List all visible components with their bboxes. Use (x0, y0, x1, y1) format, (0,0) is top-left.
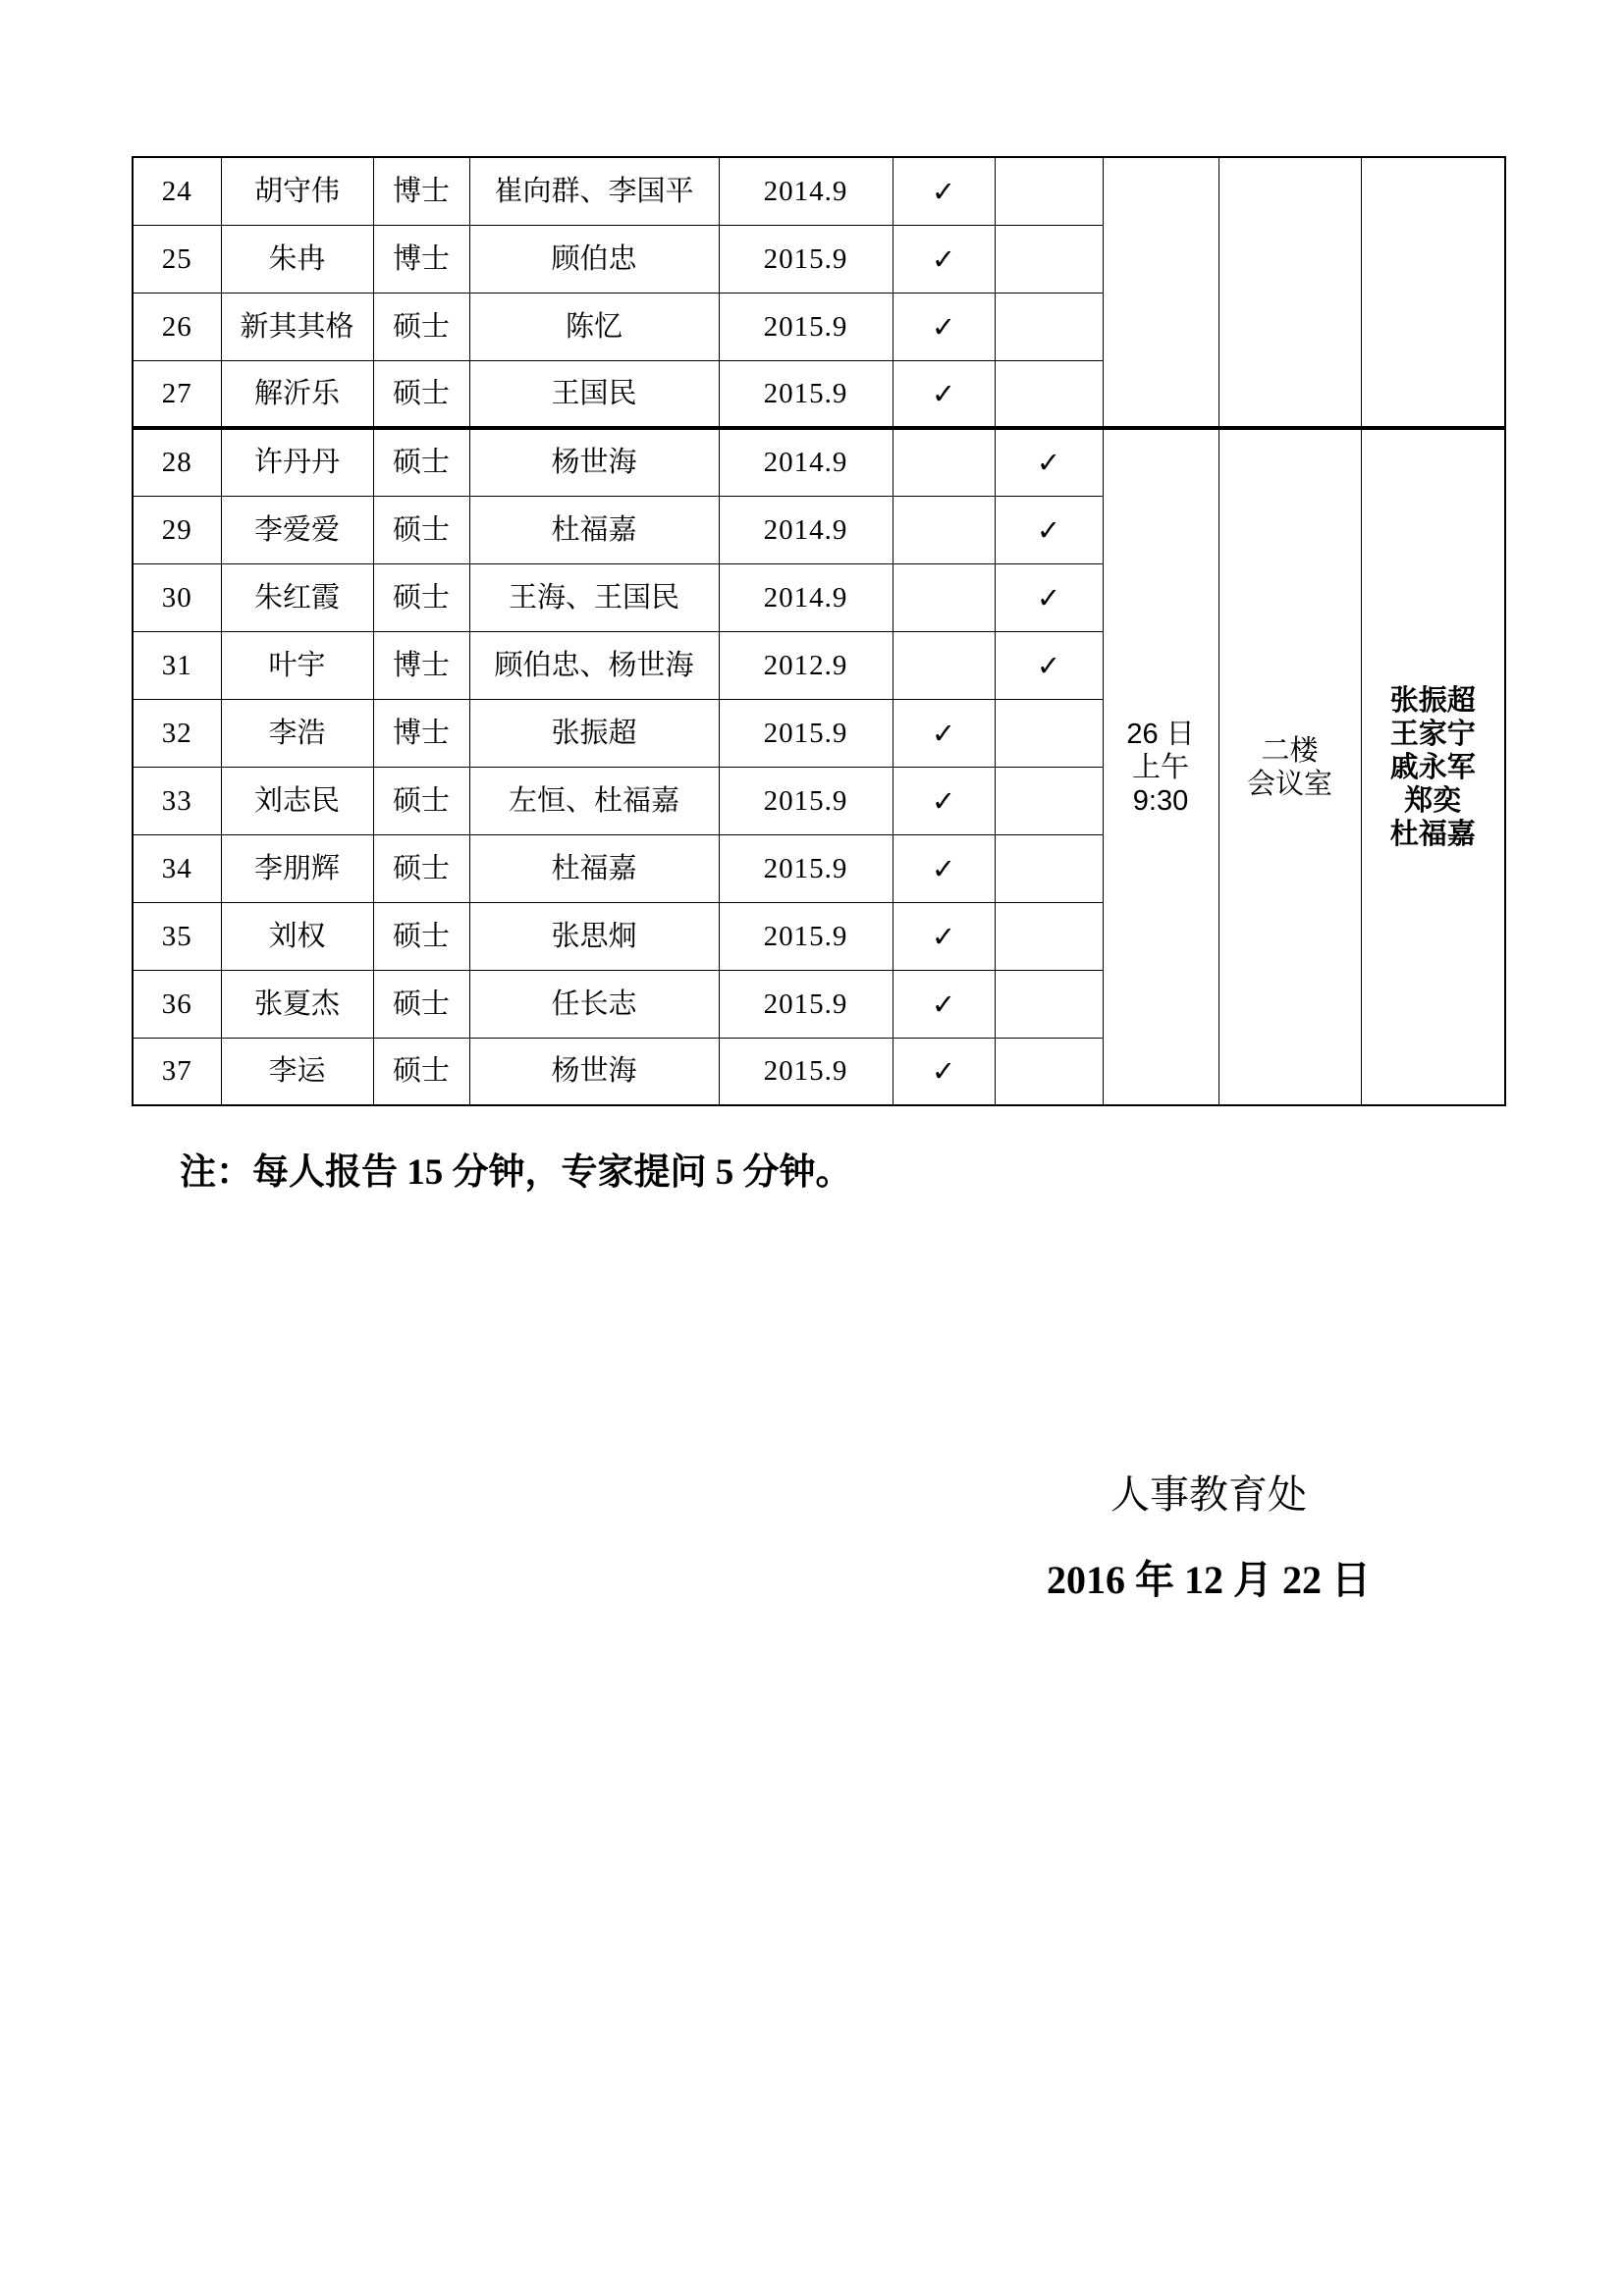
cell-check-mark-a (893, 631, 995, 699)
cell-enrollment: 2015.9 (719, 225, 893, 293)
cell-student-name: 李运 (221, 1038, 373, 1105)
cell-experts (1361, 157, 1505, 428)
cell-enrollment: 2014.9 (719, 157, 893, 225)
cell-check-mark-a: ✓ (893, 157, 995, 225)
cell-degree: 硕士 (373, 428, 469, 496)
cell-number: 34 (133, 834, 221, 902)
cell-time (1103, 157, 1218, 428)
cell-check-mark-b (995, 902, 1103, 970)
cell-check-mark-b (995, 970, 1103, 1038)
cell-degree: 硕士 (373, 970, 469, 1038)
cell-number: 25 (133, 225, 221, 293)
experts-line: 张振超 (1389, 684, 1476, 717)
cell-degree: 博士 (373, 225, 469, 293)
cell-check-mark-b (995, 157, 1103, 225)
cell-number: 31 (133, 631, 221, 699)
cell-check-mark-b (995, 699, 1103, 767)
cell-check-mark-b (995, 834, 1103, 902)
cell-student-name: 张夏杰 (221, 970, 373, 1038)
cell-number: 27 (133, 360, 221, 428)
cell-place (1218, 157, 1361, 428)
note-text: 注：每人报告 15 分钟，专家提问 5 分钟。 (180, 1152, 852, 1193)
cell-number: 35 (133, 902, 221, 970)
cell-advisor: 陈忆 (469, 293, 719, 360)
time-line: 上午 (1131, 751, 1189, 783)
cell-number: 30 (133, 563, 221, 631)
cell-advisor: 杨世海 (469, 428, 719, 496)
cell-student-name: 李爱爱 (221, 496, 373, 563)
cell-check-mark-a: ✓ (893, 1038, 995, 1105)
cell-check-mark-b (995, 293, 1103, 360)
cell-degree: 硕士 (373, 293, 469, 360)
schedule-table (132, 156, 1506, 1106)
cell-number: 29 (133, 496, 221, 563)
cell-enrollment: 2014.9 (719, 496, 893, 563)
cell-student-name: 叶宇 (221, 631, 373, 699)
cell-check-mark-b: ✓ (995, 496, 1103, 563)
cell-enrollment: 2015.9 (719, 293, 893, 360)
cell-enrollment: 2014.9 (719, 428, 893, 496)
cell-advisor: 崔向群、李国平 (469, 157, 719, 225)
cell-time (1103, 428, 1218, 1105)
cell-student-name: 刘志民 (221, 767, 373, 834)
cell-check-mark-a: ✓ (893, 699, 995, 767)
cell-advisor: 王国民 (469, 360, 719, 428)
cell-advisor: 顾伯忠 (469, 225, 719, 293)
experts-line: 郑奕 (1404, 784, 1462, 817)
time-line: 26 日 (1126, 718, 1195, 750)
cell-enrollment: 2015.9 (719, 767, 893, 834)
issuing-department: 人事教育处 (1110, 1472, 1307, 1517)
cell-number: 37 (133, 1038, 221, 1105)
schedule-table-body (133, 157, 1505, 1105)
cell-check-mark-a: ✓ (893, 360, 995, 428)
cell-advisor: 杨世海 (469, 1038, 719, 1105)
cell-degree: 博士 (373, 157, 469, 225)
experts-line: 杜福嘉 (1389, 818, 1476, 850)
issue-date: 2016 年 12 月 22 日 (1047, 1558, 1371, 1602)
cell-check-mark-a (893, 428, 995, 496)
cell-enrollment: 2012.9 (719, 631, 893, 699)
cell-advisor: 王海、王国民 (469, 563, 719, 631)
cell-advisor: 张思炯 (469, 902, 719, 970)
cell-check-mark-b (995, 225, 1103, 293)
cell-degree: 硕士 (373, 834, 469, 902)
cell-check-mark-a: ✓ (893, 834, 995, 902)
cell-check-mark-b (995, 360, 1103, 428)
cell-enrollment: 2014.9 (719, 563, 893, 631)
cell-number: 26 (133, 293, 221, 360)
cell-enrollment: 2015.9 (719, 699, 893, 767)
cell-advisor: 张振超 (469, 699, 719, 767)
cell-check-mark-a: ✓ (893, 293, 995, 360)
cell-student-name: 李浩 (221, 699, 373, 767)
cell-advisor: 任长志 (469, 970, 719, 1038)
cell-number: 36 (133, 970, 221, 1038)
experts-line: 王家宁 (1389, 718, 1476, 750)
cell-enrollment: 2015.9 (719, 834, 893, 902)
cell-number: 33 (133, 767, 221, 834)
cell-check-mark-a (893, 563, 995, 631)
table-row (133, 157, 1505, 225)
cell-check-mark-a: ✓ (893, 970, 995, 1038)
cell-student-name: 朱冉 (221, 225, 373, 293)
cell-check-mark-a: ✓ (893, 225, 995, 293)
cell-degree: 硕士 (373, 902, 469, 970)
cell-check-mark-b: ✓ (995, 631, 1103, 699)
cell-degree: 硕士 (373, 1038, 469, 1105)
cell-check-mark-b (995, 767, 1103, 834)
cell-enrollment: 2015.9 (719, 1038, 893, 1105)
cell-student-name: 胡守伟 (221, 157, 373, 225)
cell-student-name: 朱红霞 (221, 563, 373, 631)
cell-number: 32 (133, 699, 221, 767)
cell-advisor: 左恒、杜福嘉 (469, 767, 719, 834)
cell-check-mark-a: ✓ (893, 902, 995, 970)
time-line: 9:30 (1132, 784, 1189, 817)
cell-degree: 博士 (373, 699, 469, 767)
cell-number: 28 (133, 428, 221, 496)
experts-line: 戚永军 (1389, 751, 1476, 783)
table-row (133, 428, 1505, 496)
cell-place (1218, 428, 1361, 1105)
cell-enrollment: 2015.9 (719, 970, 893, 1038)
cell-student-name: 新其其格 (221, 293, 373, 360)
cell-degree: 博士 (373, 631, 469, 699)
cell-check-mark-b: ✓ (995, 428, 1103, 496)
cell-experts (1361, 428, 1505, 1105)
cell-check-mark-b: ✓ (995, 563, 1103, 631)
cell-check-mark-a: ✓ (893, 767, 995, 834)
cell-degree: 硕士 (373, 767, 469, 834)
cell-student-name: 解沂乐 (221, 360, 373, 428)
cell-advisor: 顾伯忠、杨世海 (469, 631, 719, 699)
cell-check-mark-a (893, 496, 995, 563)
place-line: 二楼 (1261, 734, 1319, 767)
cell-check-mark-b (995, 1038, 1103, 1105)
cell-student-name: 李朋辉 (221, 834, 373, 902)
cell-enrollment: 2015.9 (719, 360, 893, 428)
cell-degree: 硕士 (373, 360, 469, 428)
cell-number: 24 (133, 157, 221, 225)
cell-student-name: 刘权 (221, 902, 373, 970)
cell-degree: 硕士 (373, 496, 469, 563)
cell-advisor: 杜福嘉 (469, 496, 719, 563)
cell-advisor: 杜福嘉 (469, 834, 719, 902)
place-line: 会议室 (1246, 768, 1332, 800)
cell-degree: 硕士 (373, 563, 469, 631)
cell-student-name: 许丹丹 (221, 428, 373, 496)
cell-enrollment: 2015.9 (719, 902, 893, 970)
